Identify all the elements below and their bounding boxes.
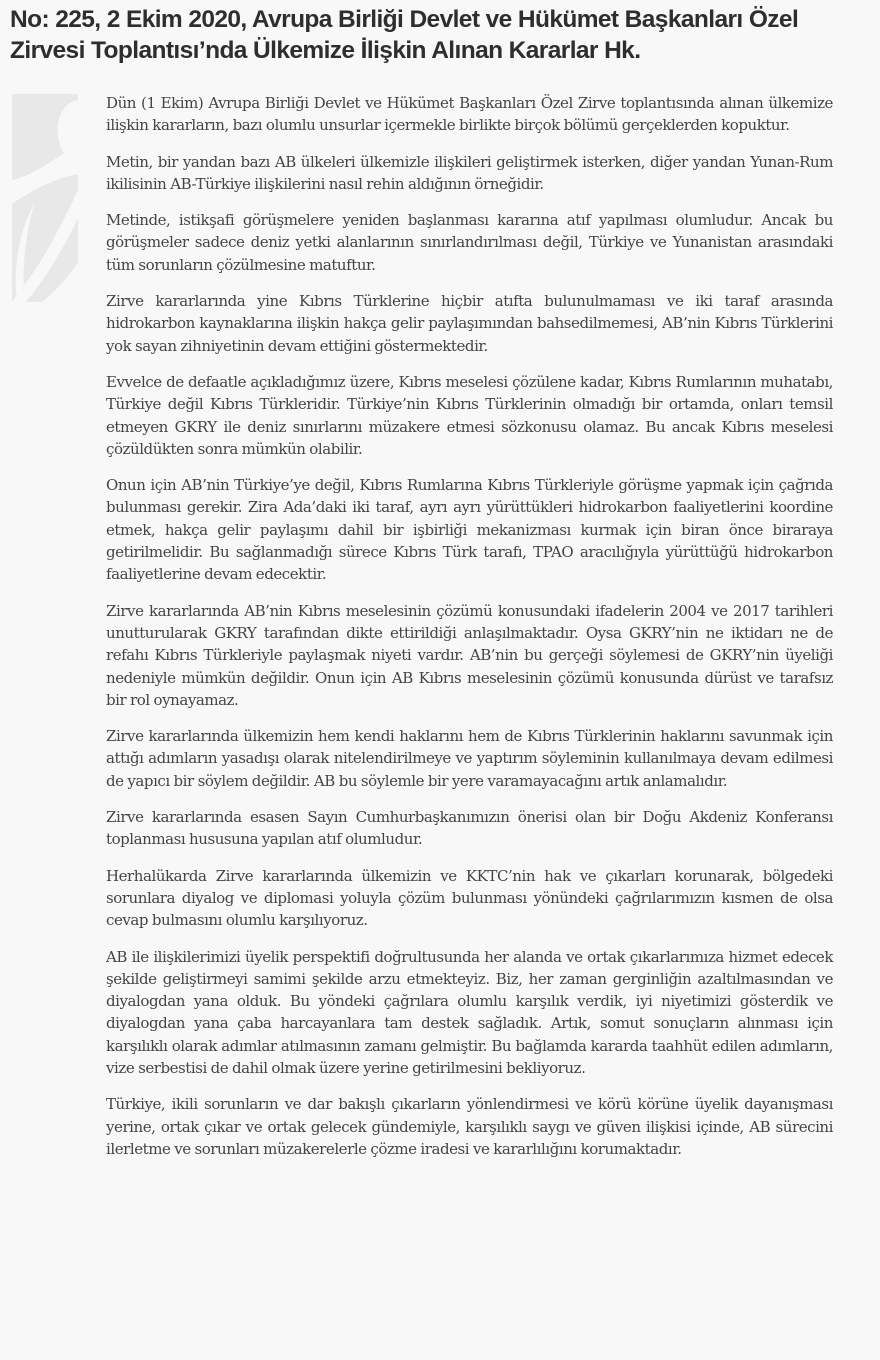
article-paragraph: Metinde, istikşafi görüşmelere yeniden başlanması kararına atıf yapılması olumludur. Ancak bu görüşmeler sadece deniz yetki alanlarının sınırlandırılması değil, Türkiye ve Yunanistan arasındaki tüm sorunların çözülmesine matuftur.	[106, 211, 833, 274]
article-paragraph: Onun için AB’nin Türkiye’ye değil, Kıbrıs Rumlarına Kıbrıs Türkleriyle görüşme yapmak için çağrıda bulunması gerekir. Zira Ada’daki iki taraf, ayrı ayrı yürüttükleri hidrokarbon faaliyetlerini koordine etmek, hakça gelir paylaşımı dahil bir işbirliği mekanizması kurmak için biran önce biraraya getirilmelidir. Bu sağlanmadığı sürece Kıbrıs Türk tarafı, TPAO aracılığıyla yürüttüğü hidrokarbon faaliyetlerine devam edecektir.	[106, 476, 833, 584]
page-title: No: 225, 2 Ekim 2020, Avrupa Birliği Devlet ve Hükümet Başkanları Özel Zirvesi Toplantısı’nda Ülkemize İlişkin Alınan Kararlar Hk.	[10, 6, 799, 64]
article-paragraph: Zirve kararlarında yine Kıbrıs Türklerine hiçbir atıfta bulunulmaması ve iki taraf arasında hidrokarbon kaynaklarına ilişkin hakça gelir paylaşımından bahsedilmemesi, AB’nin Kıbrıs Türklerini yok sayan zihniyetinin devam ettiğini göstermektedir.	[106, 292, 833, 355]
ministry-logo-icon	[12, 94, 78, 302]
article-body	[106, 92, 833, 1174]
article-paragraph: Metin, bir yandan bazı AB ülkeleri ülkemizle ilişkileri geliştirmek isterken, diğer yandan Yunan-Rum ikilisinin AB-Türkiye ilişkilerini nasıl rehin aldığının örneğidir.	[106, 152, 833, 193]
article-paragraph: AB ile ilişkilerimizi üyelik perspektifi doğrultusunda her alanda ve ortak çıkarlarımıza hizmet edecek şekilde geliştirmeyi samimi şekilde arzu etmekteyiz. Biz, her zaman gerginliğin azaltılmasından ve diyalogdan yana olduk. Bu yöndeki çağrılara olumlu karşılık verdik, iyi niyetimizi gösterdik ve diyalogdan yana çaba harcayanlara tam destek sağladık. Artık, somut sonuçların alınması için karşılıklı olarak adımlar atılmasının zamanı gelmiştir. Bu bağlamda kararda taahhüt edilen adımların, vize serbestisi de dahil olmak üzere yerine getirilmesini bekliyoruz.	[106, 947, 833, 1077]
article-paragraph: Zirve kararlarında ülkemizin hem kendi haklarını hem de Kıbrıs Türklerinin haklarını savunmak için attığı adımların yasadışı olarak nitelendirilmeye ve yaptırım söyleminin kullanılmaya devam edilmesi de yapıcı bir söylem değildir. AB bu söylemle bir yere varamayacağını artık anlamalıdır.	[106, 727, 833, 790]
article-paragraph: Dün (1 Ekim) Avrupa Birliği Devlet ve Hükümet Başkanları Özel Zirve toplantısında alınan ülkemize ilişkin kararların, bazı olumlu unsurlar içermekle birlikte birçok bölümü gerçeklerden kopuktur.	[106, 94, 833, 135]
article-paragraph: Türkiye, ikili sorunların ve dar bakışlı çıkarların yönlendirmesi ve körü körüne üyelik dayanışması yerine, ortak çıkar ve ortak gelecek gündemiyle, karşılıklı saygı ve güven ilişkisi içinde, AB sürecini ilerletme ve sorunları müzakerelerle çözme iradesi ve kararlılığını korumaktadır.	[106, 1095, 833, 1158]
article-paragraph: Herhalükarda Zirve kararlarında ülkemizin ve KKTC’nin hak ve çıkarları korunarak, bölgedeki sorunlara diyalog ve diplomasi yoluyla çözüm bulunması yönündeki çağrılarımızın kısmen de olsa cevap bulmasını olumlu karşılıyoruz.	[106, 866, 833, 930]
article-paragraph: Zirve kararlarında AB’nin Kıbrıs meselesinin çözümü konusundaki ifadelerin 2004 ve 2017 tarihleri unutturularak GKRY tarafından dikte ettirildiği anlaşılmaktadır. Oysa GKRY’nin ne iktidarı ne de refahı Kıbrıs Türkleriyle paylaşmak niyeti vardır. AB’nin bu gerçeği söylemesi de GKRY’nin üyeliği nedeniyle mümkün değildir. Onun için AB Kıbrıs meselesinin çözümü konusunda dürüst ve tarafsız bir rol oynayamaz.	[106, 601, 833, 709]
article-paragraph: Zirve kararlarında esasen Sayın Cumhurbaşkanımızın önerisi olan bir Doğu Akdeniz Konferansı toplanması hususuna yapılan atıf olumludur.	[106, 808, 833, 849]
article-paragraph: Evvelce de defaatle açıkladığımız üzere, Kıbrıs meselesi çözülene kadar, Kıbrıs Rumlarının muhatabı, Türkiye değil Kıbrıs Türkleridir. Türkiye’nin Kıbrıs Türklerinin olmadığı bir ortamda, onları temsil etmeyen GKRY ile deniz sınırlarını müzakere etmesi sözkonusu olamaz. Bu ancak Kıbrıs meselesi çözüldükten sonra mümkün olabilir.	[106, 372, 833, 458]
